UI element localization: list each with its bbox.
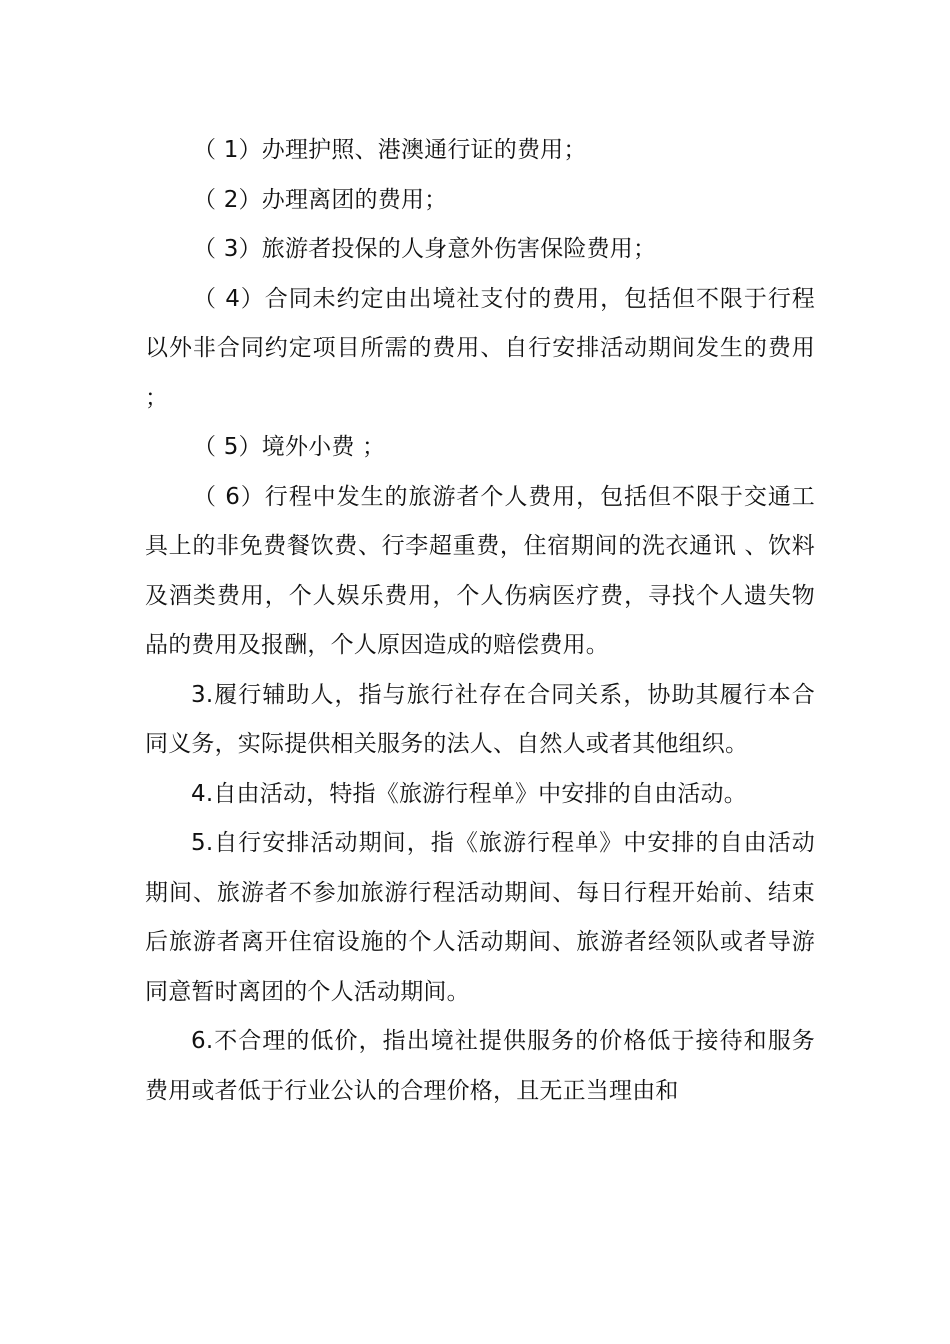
paragraph-item-1: （ 1）办理护照、港澳通行证的费用； [193,137,587,163]
paragraph-definition-3: 3.履行辅助人，指与旅行社存在合同关系，协助其履行本合同义务，实际提供相关服务的法人、自然人或者其他组织。 [145,681,815,757]
paragraph-item-3: （ 3）旅游者投保的人身意外伤害保险费用； [193,236,657,262]
paragraph-definition-5: 5.自行安排活动期间，指《旅游行程单》中安排的自由活动期间、旅游者不参加旅游行程活动期间、每日行程开始前、结束后旅游者离开住宿设施的个人活动期间、旅游者经领队或者导游同意暂时离团的个人活动期间。 [145,830,815,1005]
paragraph-definition-6: 6.不合理的低价，指出境社提供服务的价格低于接待和服务费用或者低于行业公认的合理价格，且无正当理由和 [145,1028,815,1104]
paragraph-item-2: （ 2）办理离团的费用； [193,186,448,213]
paragraph-definition-4: 4.自由活动，特指《旅游行程单》中安排的自由活动。 [191,780,747,807]
document-body [145,126,815,1116]
paragraph-item-6: （ 6）行程中发生的旅游者个人费用，包括但不限于交通工具上的非免费餐饮费、行李超重费，住宿期间的洗衣通讯 、饮料及酒类费用，个人娱乐费用，个人伤病医疗费，寻找个人遗失物品的费用及报酬，个人原因造成的赔偿费用。 [145,483,815,658]
paragraph-item-4: （ 4）合同未约定由出境社支付的费用，包括但不限于行程以外非合同约定项目所需的费用、自行安排活动期间发生的费用 ； [145,285,815,411]
paragraph-item-5: （ 5）境外小费 ； [193,434,386,460]
